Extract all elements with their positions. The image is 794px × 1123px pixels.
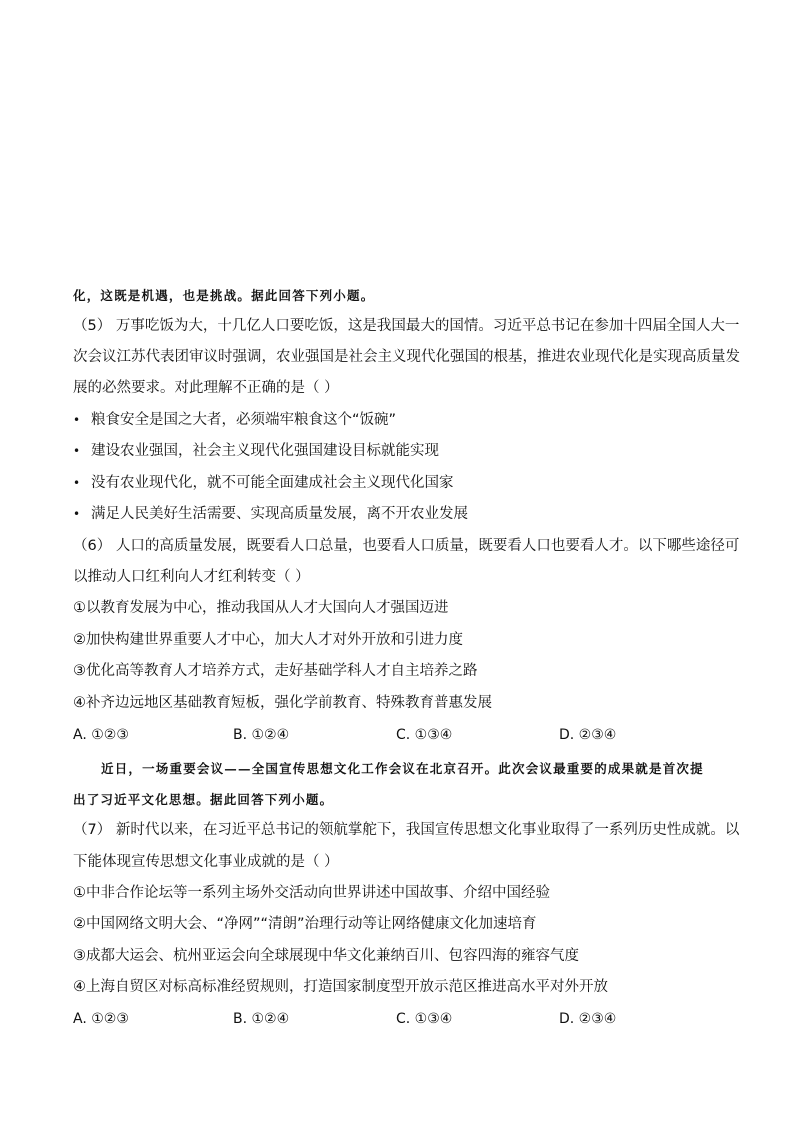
- q6-choice-b[interactable]: B. ①②④: [233, 727, 290, 743]
- intro-passage-tail: 化，这既是机遇，也是挑战。据此回答下列小题。: [73, 288, 375, 303]
- q6-statement-3: ③优化高等教育人才培养方式，走好基础学科人才自主培养之路: [73, 663, 478, 679]
- q7-statement-2: ②中国网络文明大会、“净网”“清朗”治理行动等让网络健康文化加速培育: [73, 916, 537, 932]
- q7-choice-d[interactable]: D. ②③④: [559, 1011, 617, 1027]
- q5-option-2[interactable]: [73, 441, 733, 461]
- q6-choice-d[interactable]: D. ②③④: [559, 727, 617, 743]
- q7-choice-c[interactable]: C. ①③④: [396, 1011, 453, 1027]
- q5-option-4-text: 满足人民美好生活需要、实现高质量发展，离不开农业发展: [91, 506, 468, 522]
- q7-statement-3: ③成都大运会、杭州亚运会向全球展现中华文化兼纳百川、包容四海的雍容气度: [73, 948, 579, 964]
- intro2-line-2: 出了习近平文化思想。据此回答下列小题。: [73, 792, 334, 807]
- q6-choice-a[interactable]: A. ①②③: [73, 727, 129, 743]
- q7-choice-b[interactable]: B. ①②④: [233, 1011, 290, 1027]
- q5-stem-line-1: （5） 万事吃饭为大，十几亿人口要吃饭，这是我国最大的国情。习近平总书记在参加十四届全国人大一: [73, 318, 740, 334]
- q6-statement-2: ②加快构建世界重要人才中心，加大人才对外开放和引进力度: [73, 632, 463, 648]
- q6-stem-line-1: （6） 人口的高质量发展，既要看人口总量，也要看人口质量，既要看人口也要看人才。以下哪些途径可: [73, 538, 740, 554]
- q7-stem-line-1: （7） 新时代以来，在习近平总书记的领航掌舵下，我国宣传思想文化事业取得了一系列历史性成就。以: [73, 822, 740, 838]
- q7-stem-line-2: 下能体现宣传思想文化事业成就的是（ ）: [73, 854, 339, 870]
- bullet-icon: •: [73, 444, 81, 458]
- q5-option-3[interactable]: [73, 473, 733, 493]
- bullet-icon: •: [73, 476, 81, 490]
- bullet-icon: •: [73, 507, 81, 521]
- q6-stem-line-2: 以推动人口红利向人才红利转变（ ）: [73, 569, 310, 585]
- q6-statement-1: ①以教育发展为中心，推动我国从人才大国向人才强国迈进: [73, 600, 449, 616]
- intro2-line-1: 近日，一场重要会议——全国宣传思想文化工作会议在北京召开。此次会议最重要的成果就是首次提: [101, 761, 704, 776]
- q5-stem-line-3: 展的必然要求。对此理解不正确的是（ ）: [73, 380, 339, 396]
- q5-stem-line-2: 次会议江苏代表团审议时强调，农业强国是社会主义现代化强国的根基，推进农业现代化是实现高质量发: [73, 349, 740, 365]
- q7-choice-a[interactable]: A. ①②③: [73, 1011, 129, 1027]
- q5-option-4[interactable]: [73, 504, 733, 524]
- bullet-icon: •: [73, 413, 81, 427]
- q7-statement-1: ①中非合作论坛等一系列主场外交活动向世界讲述中国故事、介绍中国经验: [73, 885, 550, 901]
- q6-choice-c[interactable]: C. ①③④: [396, 727, 453, 743]
- q7-statement-4: ④上海自贸区对标高标准经贸规则，打造国家制度型开放示范区推进高水平对外开放: [73, 979, 608, 995]
- q5-option-1-text: 粮食安全是国之大者，必须端牢粮食这个“饭碗”: [91, 412, 397, 428]
- q6-statement-4: ④补齐边远地区基础教育短板，强化学前教育、特殊教育普惠发展: [73, 695, 492, 711]
- q5-option-1[interactable]: [73, 410, 733, 430]
- q5-option-2-text: 建设农业强国，社会主义现代化强国建设目标就能实现: [91, 443, 439, 459]
- q5-option-3-text: 没有农业现代化，就不可能全面建成社会主义现代化国家: [91, 475, 454, 491]
